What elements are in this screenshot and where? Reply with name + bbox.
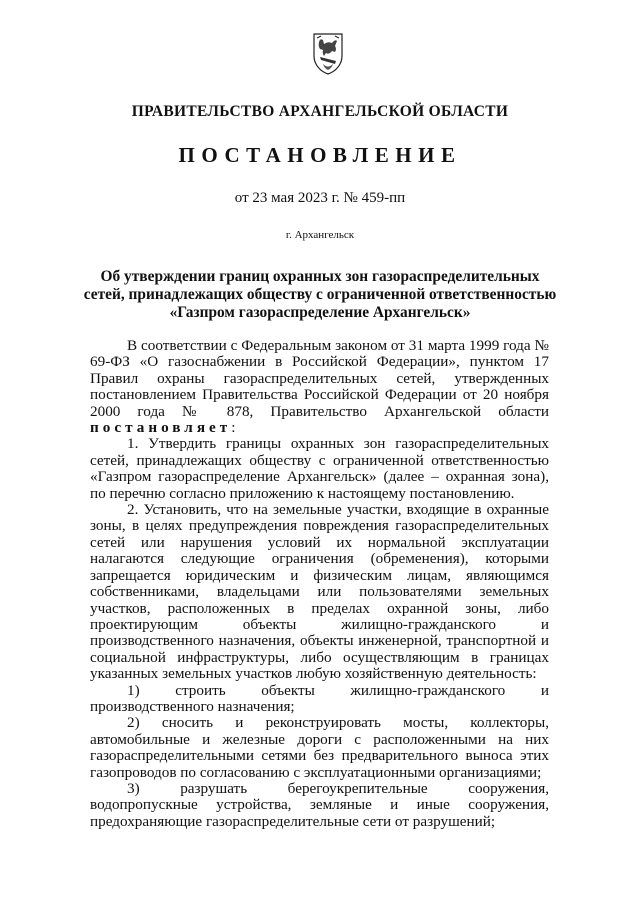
preamble-paragraph [90,338,549,436]
subclause-1-paragraph: 1) строить объекты жилищно-гражданского и производственного назначения; [90,681,549,715]
decree-word: постановляет [90,419,232,437]
document-date-number: от 23 мая 2023 г. № 459-пп [234,190,406,206]
subclause-3-paragraph: 3) разрушать берегоукрепительные сооружения, водопропускные устройства, земляные и иные сооружения, предохраняющие газораспределительные сети от разрушений; [90,779,549,830]
document-body [90,338,549,830]
clause-2-paragraph: 2. Установить, что на земельные участки, входящие в охранные зоны, в целях предупреждения повреждения газораспределительных сетей или нарушения условий их нормальной эксплуатации налагаются следующие ограничения (обременения), которыми запрещается юридическим и физическим лицам, являющимся собственниками, владельцами или пользователями земельных участков, расположенных в пределах охранной зоны, либо проектирующим объекты жилищно-гражданского и производственного назначения, объекты инженерной, транспортной и социальной инфраструктуры, либо осуществляющим в границах указанных земельных участков любую хозяйственную деятельность: [90,501,549,683]
document-title [70,268,570,322]
document-type-heading: ПОСТАНОВЛЕНИЕ [178,143,462,167]
document-title-line: сетей, принадлежащих обществу с ограниченной ответственностью [83,286,557,303]
document-title-line: «Газпром газораспределение Архангельск» [169,304,471,321]
document-city: г. Архангельск [285,229,355,241]
preamble-text: В соответствии с Федеральным законом от 31 марта 1999 года № 69-ФЗ «О газоснабжении в Российской Федерации», пунктом 17 Правил охраны газораспределительных сетей, утвержденных постановлением Правительства Российской Федерации от 20 ноября 2000 года № 878, Правительство Архангельской области [90,337,549,420]
decree-colon: : [231,419,236,437]
coat-of-arms-emblem-icon [310,30,346,76]
subclause-2-paragraph: 2) сносить и реконструировать мосты, коллекторы, автомобильные и железные дороги с расположенными на них газораспределительными сетями без предварительного выноса этих газопроводов по согласованию с эксплуатационными организациями; [90,714,549,781]
government-name-heading: ПРАВИТЕЛЬСТВО АРХАНГЕЛЬСКОЙ ОБЛАСТИ [131,103,509,120]
document-title-line: Об утверждении границ охранных зон газораспределительных [100,268,540,285]
clause-1-paragraph: 1. Утвердить границы охранных зон газораспределительных сетей, принадлежащих обществу с ограниченной ответственностью «Газпром газораспределение Архангельск» (далее – охранная зона), по перечню согласно приложению к настоящему постановлению. [90,435,549,502]
